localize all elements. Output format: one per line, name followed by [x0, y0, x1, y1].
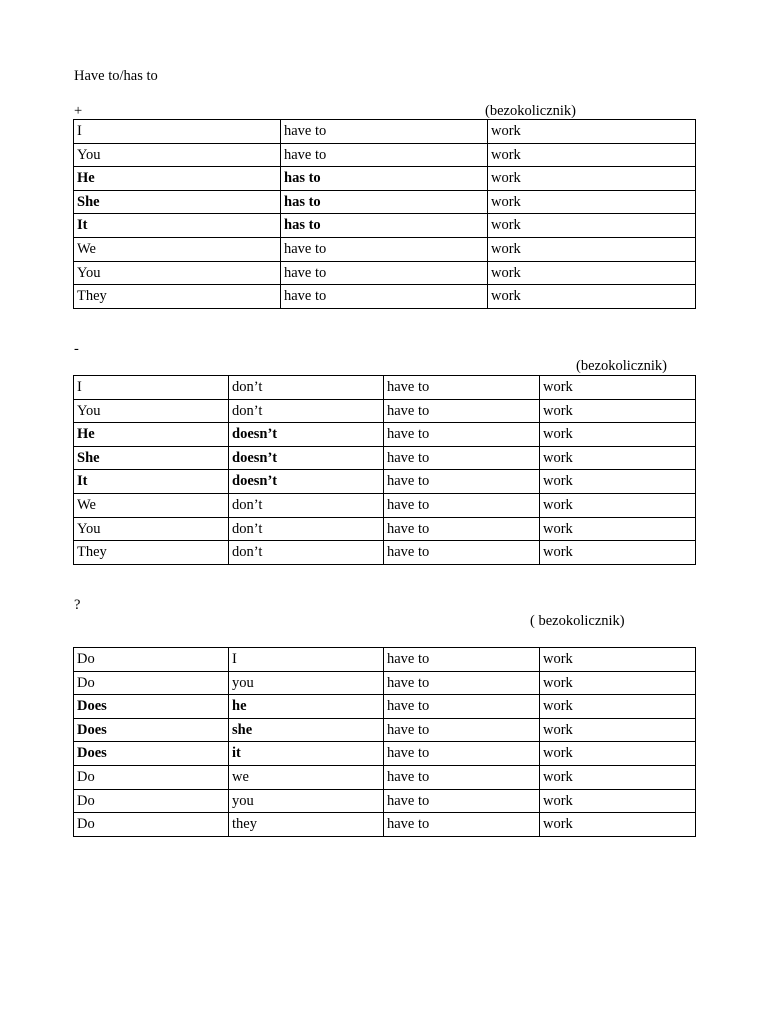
- table-cell: work: [488, 285, 696, 309]
- table-cell: work: [540, 765, 696, 789]
- table-row: [74, 167, 696, 191]
- table-cell: It: [74, 470, 229, 494]
- table-cell: work: [540, 813, 696, 837]
- table-cell: have to: [384, 376, 540, 400]
- table-cell: He: [74, 167, 281, 191]
- table-row: [74, 648, 696, 672]
- table-row: [74, 143, 696, 167]
- table-cell: we: [229, 765, 384, 789]
- table-row: [74, 376, 696, 400]
- table-cell: He: [74, 423, 229, 447]
- table-row: [74, 765, 696, 789]
- table-cell: You: [74, 261, 281, 285]
- table-row: [74, 789, 696, 813]
- table-row: [74, 718, 696, 742]
- table-row: [74, 493, 696, 517]
- section-question-note: ( bezokolicznik): [530, 613, 625, 629]
- table-cell: work: [540, 742, 696, 766]
- table-cell: don’t: [229, 517, 384, 541]
- table-cell: have to: [384, 695, 540, 719]
- table-cell: have to: [281, 143, 488, 167]
- table-cell: have to: [384, 541, 540, 565]
- table-cell: have to: [384, 765, 540, 789]
- table-cell: work: [540, 446, 696, 470]
- section-negative-symbol: -: [74, 341, 79, 357]
- table-cell: you: [229, 789, 384, 813]
- table-cell: work: [540, 399, 696, 423]
- table-cell: has to: [281, 214, 488, 238]
- table-cell: Do: [74, 648, 229, 672]
- table-cell: she: [229, 718, 384, 742]
- table-cell: work: [540, 648, 696, 672]
- table-cell: Do: [74, 765, 229, 789]
- table-cell: Does: [74, 695, 229, 719]
- table-cell: Does: [74, 742, 229, 766]
- table-cell: doesn’t: [229, 446, 384, 470]
- table-cell: work: [540, 376, 696, 400]
- table-cell: have to: [281, 261, 488, 285]
- table-row: [74, 423, 696, 447]
- question-table: [73, 647, 696, 837]
- section-question-symbol: ?: [74, 597, 81, 613]
- page-title: Have to/has to: [74, 68, 158, 84]
- table-cell: have to: [281, 237, 488, 261]
- table-cell: have to: [384, 470, 540, 494]
- table-row: [74, 695, 696, 719]
- table-cell: You: [74, 399, 229, 423]
- table-cell: Does: [74, 718, 229, 742]
- table-row: [74, 541, 696, 565]
- table-cell: doesn’t: [229, 470, 384, 494]
- table-row: [74, 742, 696, 766]
- table-cell: work: [540, 517, 696, 541]
- table-cell: have to: [384, 671, 540, 695]
- table-cell: We: [74, 493, 229, 517]
- table-row: [74, 470, 696, 494]
- table-cell: work: [488, 120, 696, 144]
- table-cell: have to: [281, 285, 488, 309]
- section-negative-note: (bezokolicznik): [576, 358, 667, 374]
- table-row: [74, 446, 696, 470]
- table-cell: has to: [281, 167, 488, 191]
- table-cell: have to: [384, 648, 540, 672]
- table-cell: have to: [384, 446, 540, 470]
- table-cell: he: [229, 695, 384, 719]
- table-cell: You: [74, 143, 281, 167]
- table-cell: don’t: [229, 541, 384, 565]
- table-cell: have to: [384, 718, 540, 742]
- table-cell: have to: [384, 399, 540, 423]
- table-cell: have to: [384, 813, 540, 837]
- table-row: [74, 261, 696, 285]
- table-row: [74, 813, 696, 837]
- table-cell: don’t: [229, 399, 384, 423]
- table-cell: We: [74, 237, 281, 261]
- table-row: [74, 671, 696, 695]
- table-cell: I: [74, 120, 281, 144]
- table-cell: has to: [281, 190, 488, 214]
- table-cell: Do: [74, 789, 229, 813]
- table-cell: I: [229, 648, 384, 672]
- table-row: [74, 517, 696, 541]
- table-row: [74, 120, 696, 144]
- table-cell: work: [488, 237, 696, 261]
- table-cell: you: [229, 671, 384, 695]
- table-cell: it: [229, 742, 384, 766]
- affirmative-table: [73, 119, 696, 309]
- section-affirmative-note: (bezokolicznik): [485, 103, 576, 119]
- table-cell: work: [540, 718, 696, 742]
- table-cell: have to: [384, 742, 540, 766]
- table-cell: have to: [281, 120, 488, 144]
- table-cell: They: [74, 541, 229, 565]
- section-affirmative-symbol: +: [74, 103, 83, 119]
- table-cell: work: [540, 541, 696, 565]
- table-cell: don’t: [229, 376, 384, 400]
- table-cell: work: [540, 671, 696, 695]
- table-cell: work: [540, 789, 696, 813]
- table-cell: have to: [384, 423, 540, 447]
- table-cell: have to: [384, 789, 540, 813]
- table-cell: work: [488, 214, 696, 238]
- table-cell: They: [74, 285, 281, 309]
- table-cell: work: [488, 167, 696, 191]
- table-row: [74, 399, 696, 423]
- table-cell: work: [488, 143, 696, 167]
- table-cell: work: [540, 470, 696, 494]
- negative-table: [73, 375, 696, 565]
- table-cell: have to: [384, 517, 540, 541]
- table-row: [74, 214, 696, 238]
- table-cell: they: [229, 813, 384, 837]
- table-cell: You: [74, 517, 229, 541]
- table-cell: It: [74, 214, 281, 238]
- table-cell: work: [540, 423, 696, 447]
- table-cell: work: [540, 493, 696, 517]
- table-cell: don’t: [229, 493, 384, 517]
- table-row: [74, 237, 696, 261]
- table-cell: work: [488, 261, 696, 285]
- table-row: [74, 285, 696, 309]
- table-cell: Do: [74, 813, 229, 837]
- table-cell: She: [74, 190, 281, 214]
- table-row: [74, 190, 696, 214]
- table-cell: I: [74, 376, 229, 400]
- table-cell: work: [540, 695, 696, 719]
- table-cell: Do: [74, 671, 229, 695]
- table-cell: doesn’t: [229, 423, 384, 447]
- table-cell: have to: [384, 493, 540, 517]
- table-cell: work: [488, 190, 696, 214]
- table-cell: She: [74, 446, 229, 470]
